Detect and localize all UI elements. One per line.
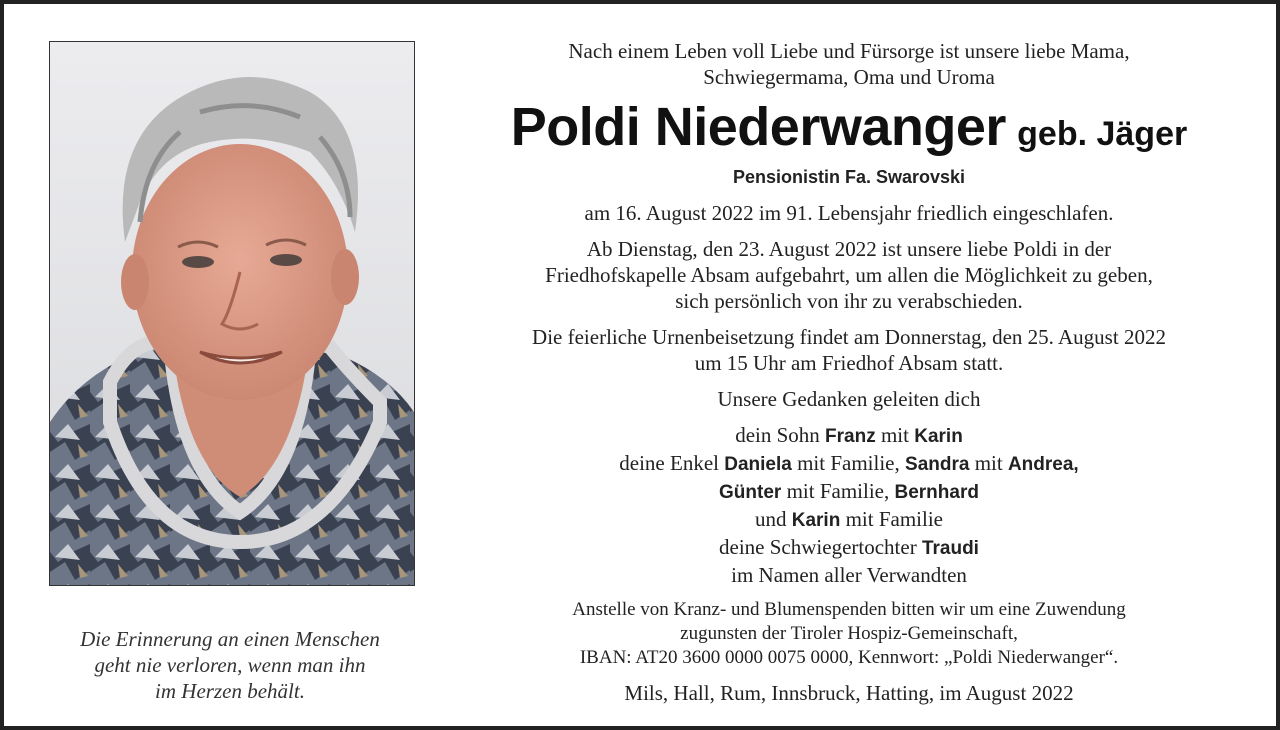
family-name: Daniela (724, 454, 792, 475)
family-text: und (755, 507, 787, 531)
family-text: dein Sohn (735, 423, 820, 447)
family-name: Günter (719, 482, 782, 503)
portrait-photo (49, 41, 415, 586)
family-line (434, 478, 1264, 506)
family-text: mit (880, 423, 909, 447)
donation-line: Anstelle von Kranz- und Blumenspenden bitten wir um eine Zuwendung (572, 599, 1126, 620)
intro-line: Schwiegermama, Oma und Uroma (703, 65, 995, 89)
family-name: Andrea, (1007, 454, 1079, 475)
family-text: mit Familie (845, 507, 943, 531)
donation-line: IBAN: AT20 3600 0000 0075 0000, Kennwort: „Poldi Niederwanger“. (579, 647, 1119, 668)
family-list (434, 422, 1264, 588)
family-name: Bernhard (894, 482, 979, 503)
quote-line: im Herzen behält. (155, 679, 305, 703)
quote-line: geht nie verloren, wenn man ihn (94, 653, 366, 677)
viewing-line: Friedhofskapelle Absam aufgebahrt, um allen die Möglichkeit zu geben, (545, 263, 1153, 287)
family-text: mit Familie, (797, 451, 900, 475)
intro (434, 38, 1264, 90)
family-line (434, 422, 1264, 450)
deceased-name: Poldi Niederwanger (510, 97, 1006, 157)
family-line: im Namen aller Verwandten (731, 563, 967, 587)
thoughts (434, 386, 1264, 412)
family-name: Karin (791, 510, 841, 531)
burial-line: um 15 Uhr am Friedhof Absam statt. (694, 351, 1004, 375)
death-line (434, 200, 1264, 226)
viewing-line: sich persönlich von ihr zu verabschieden. (675, 289, 1023, 313)
donation-info (434, 598, 1264, 670)
viewing-info (434, 236, 1264, 314)
family-text: mit Familie, (786, 479, 890, 503)
burial-info (434, 324, 1264, 376)
family-name: Sandra (905, 454, 970, 475)
death-text: am 16. August 2022 im 91. Lebensjahr friedlich eingeschlafen. (584, 201, 1114, 225)
memorial-quote (34, 626, 426, 704)
place-date-line: Mils, Hall, Rum, Innsbruck, Hatting, im August 2022 (624, 681, 1074, 705)
family-line (434, 450, 1264, 478)
place-date (434, 680, 1264, 706)
donation-line: zugunsten der Tiroler Hospiz-Gemeinschaft, (680, 623, 1018, 644)
burial-line: Die feierliche Urnenbeisetzung findet am Donnerstag, den 25. August 2022 (532, 325, 1166, 349)
family-text: deine Enkel (619, 451, 719, 475)
notice-text (434, 34, 1264, 706)
family-line (434, 506, 1264, 534)
maiden-name: geb. Jäger (1017, 115, 1188, 153)
thoughts-line: Unsere Gedanken geleiten dich (717, 387, 981, 411)
intro-line: Nach einem Leben voll Liebe und Fürsorge ist unsere liebe Mama, (568, 39, 1130, 63)
viewing-line: Ab Dienstag, den 23. August 2022 ist unsere liebe Poldi in der (586, 237, 1112, 261)
family-text: mit (974, 451, 1003, 475)
family-name: Karin (914, 426, 963, 447)
family-name: Franz (825, 426, 876, 447)
quote-line: Die Erinnerung an einen Menschen (80, 627, 380, 651)
family-line (434, 534, 1264, 562)
deceased-name-row (434, 94, 1264, 160)
family-text: deine Schwiegertochter (719, 535, 917, 559)
family-name: Traudi (921, 538, 979, 559)
occupation: Pensionistin Fa. Swarovski (732, 167, 966, 187)
